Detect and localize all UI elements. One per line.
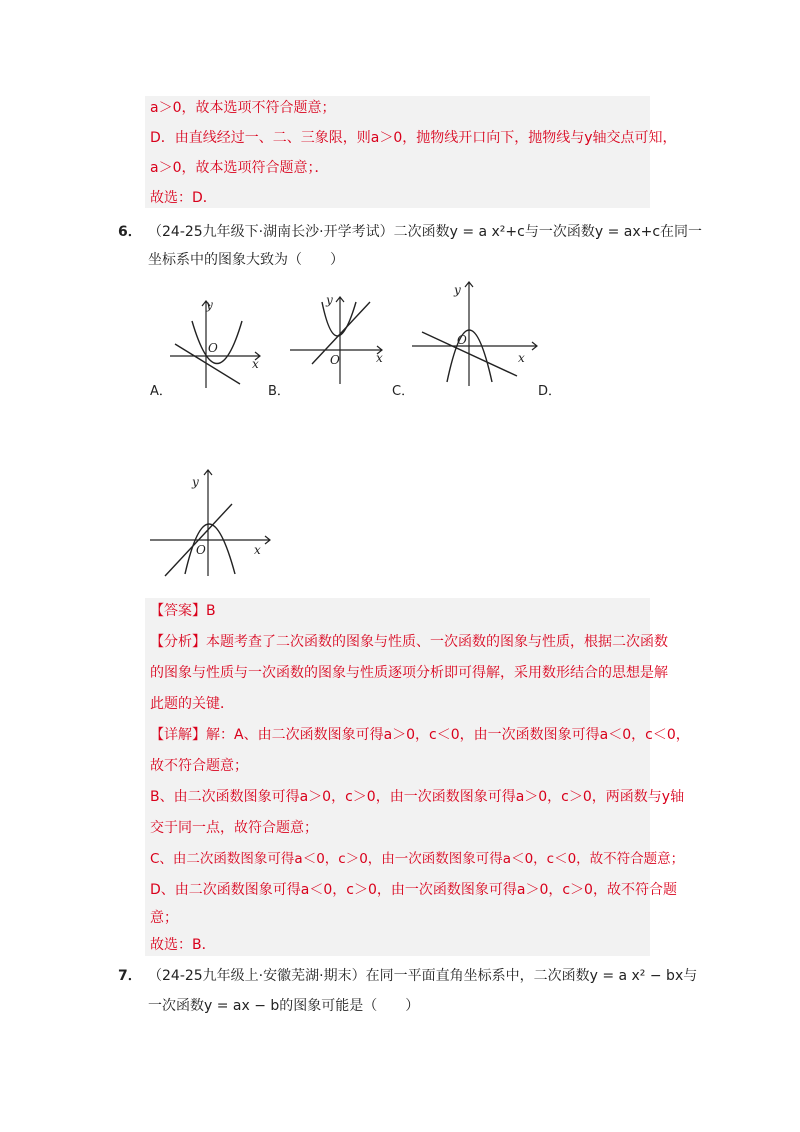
graph-d-x-label: x: [254, 543, 261, 557]
detail-line-4: 交于同一点，故符合题意；: [150, 820, 318, 836]
question-6-line-2: 坐标系中的图象大致为（ ）: [148, 252, 344, 268]
graph-a: [170, 296, 270, 391]
graph-c-x-label: x: [518, 351, 525, 365]
analysis-line-2: 的图象与性质与一次函数的图象与性质逐项分析即可得解，采用数形结合的思想是解: [150, 665, 668, 681]
graph-b-x-label: x: [376, 351, 383, 365]
graph-b: [290, 292, 390, 387]
option-b[interactable]: B．: [268, 384, 290, 399]
option-a[interactable]: A．: [150, 384, 172, 399]
graph-c-origin: O: [457, 333, 467, 347]
graph-c: [412, 278, 542, 388]
detail-line-2: 故不符合题意；: [150, 758, 248, 774]
graph-a-origin: O: [208, 341, 218, 355]
final-answer: 故选：B．: [150, 937, 216, 953]
prev-line-2: D．由直线经过一、二、三象限，则a＞0，抛物线开口向下，抛物线与y轴交点可知，: [150, 130, 677, 146]
prev-line-3: a＞0，故本选项符合题意；．: [150, 160, 329, 176]
detail-line-6: D、由二次函数图象可得a＜0，c＞0，由一次函数图象可得a＞0，c＞0，故不符合题: [150, 882, 677, 898]
graph-c-y-label: y: [454, 283, 461, 297]
prev-line-1: a＞0，故本选项不符合题意；: [150, 100, 336, 116]
prev-line-4: 故选：D．: [150, 190, 217, 206]
graph-b-origin: O: [330, 353, 340, 367]
graph-d-y-label: y: [192, 475, 199, 489]
graph-b-y-label: y: [326, 293, 333, 307]
graph-a-y-label: y: [206, 298, 213, 312]
detail-line-7: 意；: [150, 910, 178, 926]
answer-label: 【答案】B: [150, 603, 216, 619]
option-c[interactable]: C．: [392, 384, 415, 399]
question-6-line-1: （24-25九年级下·湖南长沙·开学考试）二次函数y = a x²+c与一次函数y = ax+c在同一: [148, 224, 703, 240]
question-6-number: 6．: [118, 224, 142, 240]
analysis-line-1: 【分析】本题考查了二次函数的图象与性质、一次函数的图象与性质，根据二次函数: [150, 634, 668, 650]
detail-line-1: 【详解】解：A、由二次函数图象可得a＞0，c＜0，由一次函数图象可得a＜0，c＜0，: [150, 727, 690, 743]
question-7-line-2: 一次函数y = ax − b的图象可能是（ ）: [148, 998, 420, 1014]
question-7-number: 7．: [118, 968, 142, 984]
option-d[interactable]: D．: [538, 384, 562, 399]
detail-line-5: C、由二次函数图象可得a＜0，c＞0，由一次函数图象可得a＜0，c＜0，故不符合题意；: [150, 851, 685, 867]
detail-line-3: B、由二次函数图象可得a＞0，c＞0，由一次函数图象可得a＞0，c＞0，两函数与y轴: [150, 789, 685, 805]
question-7-line-1: （24-25九年级上·安徽芜湖·期末）在同一平面直角坐标系中，二次函数y = a x² − bx与: [148, 968, 698, 984]
graph-a-x-label: x: [252, 357, 259, 371]
graph-d-origin: O: [196, 543, 206, 557]
analysis-line-3: 此题的关键．: [150, 696, 234, 712]
graph-d: [150, 468, 275, 578]
